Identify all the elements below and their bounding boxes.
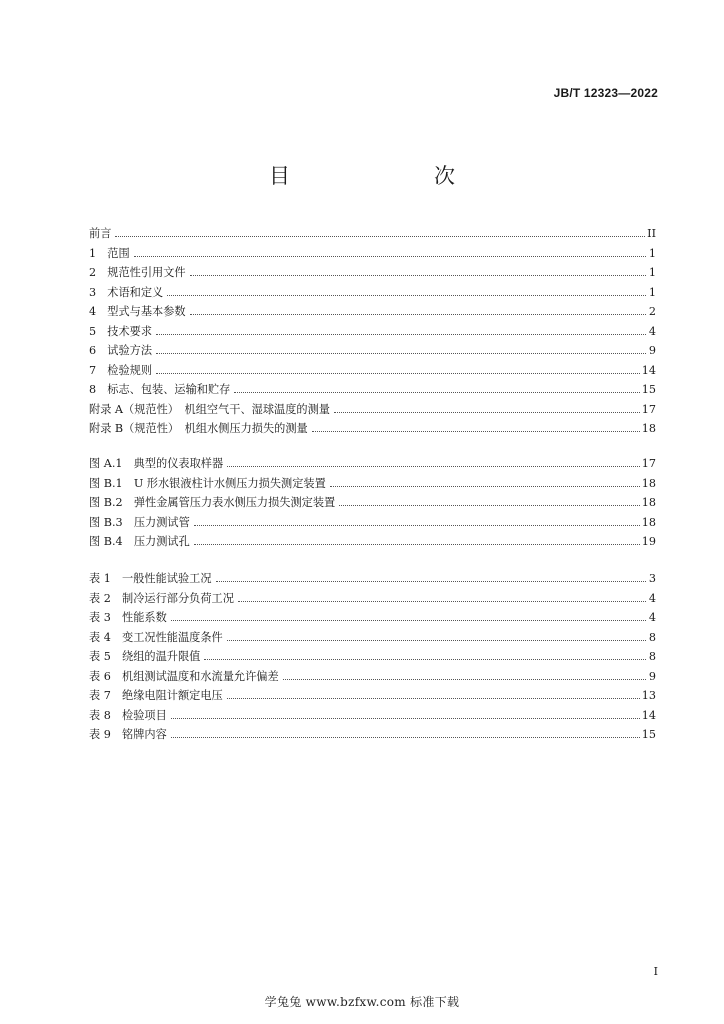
toc-entry-label: 6 试验方法 — [89, 344, 153, 357]
leader-dots — [156, 372, 640, 374]
toc-entry-page: 4 — [648, 324, 656, 338]
toc-entry-label: 前言 — [89, 227, 112, 240]
toc-entry-label: 8 标志、包装、运输和贮存 — [89, 383, 231, 396]
leader-dots — [156, 352, 646, 354]
toc-entry-page: 2 — [648, 305, 656, 318]
leader-dots — [171, 619, 646, 621]
toc-entry-page: II — [647, 227, 656, 240]
toc-entry-page: 4 — [648, 591, 656, 605]
leader-dots — [156, 333, 646, 335]
leader-dots — [190, 274, 646, 276]
toc-entry[interactable] — [89, 322, 656, 342]
leader-dots — [216, 580, 646, 582]
toc-entry[interactable] — [89, 341, 656, 361]
toc-entry-label: 表 8 检验项目 — [89, 708, 167, 722]
toc-entry-page: 1 — [648, 266, 656, 279]
toc-entry-page: 18 — [641, 422, 656, 435]
toc-entry[interactable] — [89, 419, 656, 439]
standard-code: JB/T 12323—2022 — [553, 86, 658, 100]
watermark-text: 学兔兔 www.bzfxw.com 标准下载 — [264, 995, 460, 1009]
toc-entry[interactable] — [89, 380, 656, 400]
toc-table-entry[interactable] — [89, 725, 656, 745]
toc-figures — [89, 454, 656, 552]
leader-dots — [167, 294, 646, 296]
toc-entry-page: 14 — [641, 708, 656, 722]
leader-dots — [234, 391, 639, 393]
toc-entry-page: 15 — [641, 383, 656, 396]
leader-dots — [171, 736, 640, 738]
toc-entry-page: 1 — [648, 246, 656, 260]
toc-entry-page: 18 — [641, 476, 656, 490]
toc-figure-entry[interactable] — [89, 513, 656, 533]
toc-figure-entry[interactable] — [89, 474, 656, 494]
toc-table-entry[interactable] — [89, 569, 656, 589]
toc-entry-label: 附录 B（规范性） 机组水侧压力损失的测量 — [89, 422, 308, 435]
toc-entry-label: 表 1 一般性能试验工况 — [89, 572, 212, 585]
toc-entry[interactable] — [89, 283, 656, 303]
leader-dots — [339, 504, 640, 506]
leader-dots — [134, 255, 646, 257]
toc-entry[interactable] — [89, 263, 656, 283]
toc-entry-page: 13 — [641, 689, 656, 702]
toc-entry-label: 表 6 机组测试温度和水流量允许偏差 — [89, 669, 279, 683]
toc-table-entry[interactable] — [89, 608, 656, 628]
toc-entry-label: 图 B.4 压力测试孔 — [89, 535, 190, 548]
page-number: I — [653, 965, 658, 978]
toc-entry-page: 8 — [648, 650, 656, 663]
leader-dots — [227, 697, 640, 699]
leader-dots — [194, 524, 640, 526]
toc-figure-entry[interactable] — [89, 454, 656, 474]
toc-entry-label: 5 技术要求 — [89, 324, 153, 338]
leader-dots — [227, 465, 640, 467]
page-title: 目 次 — [269, 164, 489, 188]
toc-entry[interactable] — [89, 244, 656, 264]
toc-entry-label: 2 规范性引用文件 — [89, 266, 186, 279]
toc-entry-label: 图 B.2 弹性金属管压力表水侧压力损失测定装置 — [89, 496, 336, 509]
toc-entry-page: 17 — [641, 457, 656, 470]
leader-dots — [312, 430, 640, 432]
leader-dots — [238, 600, 646, 602]
toc-entry-label: 1 范围 — [89, 246, 130, 260]
leader-dots — [227, 639, 646, 641]
toc-entry-page: 9 — [648, 344, 656, 357]
toc-tables — [89, 569, 656, 745]
leader-dots — [330, 485, 640, 487]
toc-table-entry[interactable] — [89, 628, 656, 648]
leader-dots — [190, 313, 646, 315]
leader-dots — [115, 235, 645, 237]
toc-entry-page: 15 — [641, 728, 656, 741]
toc-entry-label: 4 型式与基本参数 — [89, 305, 186, 318]
toc-entry-label: 图 B.3 压力测试管 — [89, 515, 190, 529]
toc-entry-label: 表 5 绕组的温升限值 — [89, 650, 201, 663]
toc-entry-page: 19 — [641, 535, 656, 548]
toc-entry-label: 表 3 性能系数 — [89, 611, 167, 624]
toc-entry-page: 17 — [641, 402, 656, 416]
toc-entry-page: 14 — [641, 363, 656, 377]
toc-entry-label: 表 7 绝缘电阻计额定电压 — [89, 689, 223, 702]
toc-figure-entry[interactable] — [89, 493, 656, 513]
toc-table-entry[interactable] — [89, 686, 656, 706]
toc-entry-page: 18 — [641, 496, 656, 509]
toc-entry[interactable] — [89, 361, 656, 381]
toc-entry-label: 图 A.1 典型的仪表取样器 — [89, 457, 224, 470]
toc-entry-page: 8 — [648, 630, 656, 644]
toc-entry-page: 3 — [648, 572, 656, 585]
leader-dots — [171, 717, 640, 719]
toc-entry-label: 7 检验规则 — [89, 363, 153, 377]
toc-entry-label: 表 9 铭牌内容 — [89, 728, 167, 741]
leader-dots — [283, 678, 646, 680]
toc-table-entry[interactable] — [89, 706, 656, 726]
toc-entry-label: 3 术语和定义 — [89, 285, 164, 299]
toc-figure-entry[interactable] — [89, 532, 656, 552]
toc-sections — [89, 224, 656, 439]
toc-table-entry[interactable] — [89, 589, 656, 609]
toc-entry-page: 4 — [648, 611, 656, 624]
toc-entry[interactable] — [89, 224, 656, 244]
leader-dots — [194, 543, 640, 545]
toc-entry-page: 1 — [648, 285, 656, 299]
toc-entry[interactable] — [89, 302, 656, 322]
toc-entry-label: 附录 A（规范性） 机组空气干、湿球温度的测量 — [89, 402, 330, 416]
toc-table-entry[interactable] — [89, 667, 656, 687]
toc-entry-page: 9 — [648, 669, 656, 683]
toc-entry-label: 表 2 制冷运行部分负荷工况 — [89, 591, 234, 605]
toc-entry-label: 图 B.1 U 形水银液柱计水侧压力损失测定装置 — [89, 476, 326, 490]
toc-entry-page: 18 — [641, 515, 656, 529]
toc-entry-label: 表 4 变工况性能温度条件 — [89, 630, 223, 644]
leader-dots — [204, 658, 646, 660]
toc-entry[interactable] — [89, 400, 656, 420]
toc-table-entry[interactable] — [89, 647, 656, 667]
leader-dots — [334, 411, 640, 413]
